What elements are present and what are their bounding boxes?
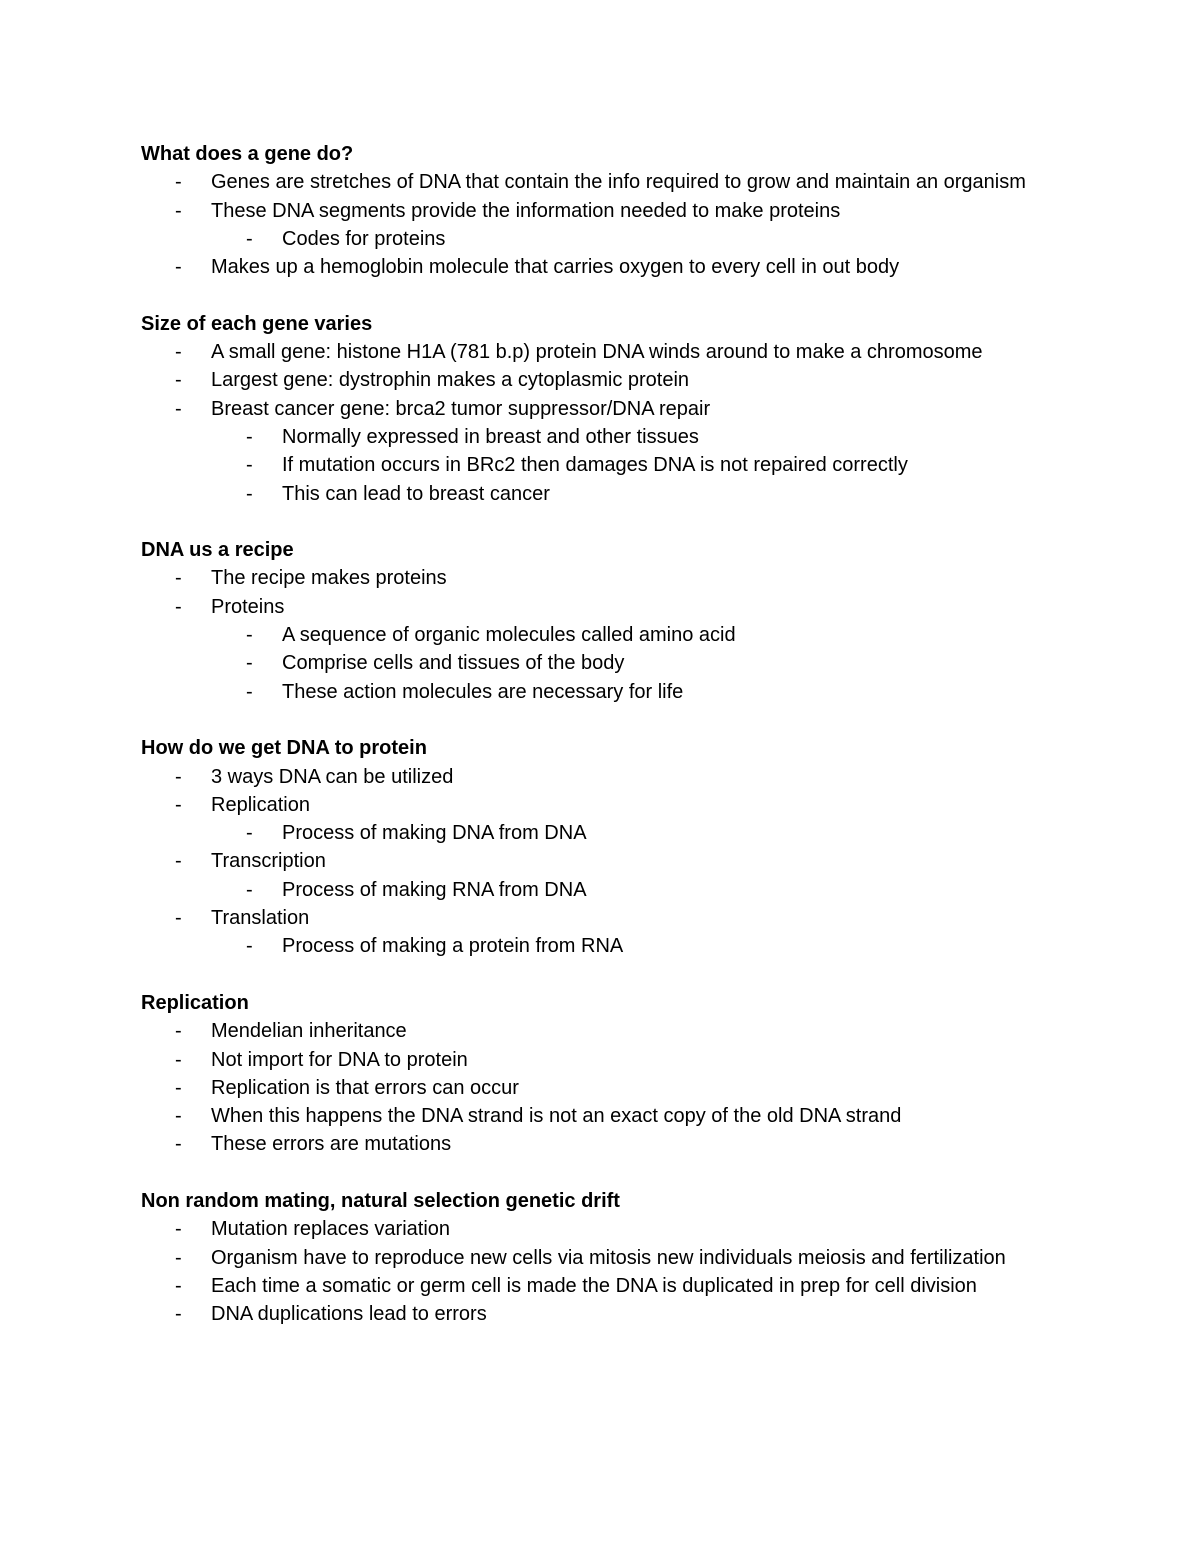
bullet-item [141, 763, 1081, 791]
bullet-text: Codes for proteins [282, 227, 446, 250]
dash-bullet-icon: - [175, 1218, 182, 1241]
bullet-item [141, 847, 1081, 875]
dash-bullet-icon: - [175, 1048, 182, 1071]
bullet-text: If mutation occurs in BRc2 then damages DNA is not repaired correctly [282, 454, 908, 477]
dash-bullet-icon: - [246, 425, 253, 448]
bullet-item [141, 1102, 1081, 1130]
bullet-item [141, 168, 1081, 196]
dash-bullet-icon: - [246, 454, 253, 477]
bullet-text: Translation [211, 907, 310, 930]
bullet-text: Each time a somatic or germ cell is made the DNA is duplicated in prep for cell division [211, 1274, 977, 1297]
dash-bullet-icon: - [175, 765, 182, 788]
bullet-text: 3 ways DNA can be utilized [211, 765, 454, 788]
bullet-text: These DNA segments provide the information needed to make proteins [211, 199, 841, 222]
dash-bullet-icon: - [175, 1105, 182, 1128]
bullet-text: Makes up a hemoglobin molecule that carries oxygen to every cell in out body [211, 256, 900, 279]
bullet-item [141, 1046, 1081, 1074]
bullet-text: Organism have to reproduce new cells via mitosis new individuals meiosis and fertilization [211, 1246, 1006, 1269]
bullet-item [141, 1244, 1081, 1272]
bullet-item [141, 564, 1081, 592]
section-heading: How do we get DNA to protein [141, 737, 427, 760]
section-heading: What does a gene do? [141, 143, 354, 165]
bullet-item [141, 593, 1081, 621]
dash-bullet-icon: - [246, 878, 253, 901]
sub-bullet-item [141, 621, 1081, 649]
sub-bullet-item [141, 678, 1081, 706]
sub-bullet-item [141, 423, 1081, 451]
section [141, 536, 1081, 706]
dash-bullet-icon: - [175, 567, 182, 590]
bullet-text: Normally expressed in breast and other tissues [282, 425, 699, 448]
section-heading: DNA us a recipe [141, 539, 294, 562]
bullet-item [141, 791, 1081, 819]
sub-bullet-item [141, 451, 1081, 479]
dash-bullet-icon: - [175, 1303, 182, 1326]
dash-bullet-icon: - [175, 397, 182, 420]
bullet-text: Breast cancer gene: brca2 tumor suppressor/DNA repair [211, 397, 711, 420]
bullet-text: Process of making RNA from DNA [282, 878, 587, 901]
dash-bullet-icon: - [175, 369, 182, 392]
sub-bullet-item [141, 649, 1081, 677]
section [141, 734, 1081, 960]
dash-bullet-icon: - [246, 227, 253, 250]
dash-bullet-icon: - [175, 1020, 182, 1043]
bullet-text: This can lead to breast cancer [282, 482, 550, 505]
dash-bullet-icon: - [246, 935, 253, 958]
bullet-text: Replication [211, 793, 310, 816]
dash-bullet-icon: - [175, 850, 182, 873]
bullet-text: These errors are mutations [211, 1133, 452, 1156]
dash-bullet-icon: - [175, 1246, 182, 1269]
bullet-text: Process of making DNA from DNA [282, 822, 587, 845]
dash-bullet-icon: - [246, 482, 253, 505]
bullet-item [141, 1300, 1081, 1328]
bullet-item [141, 1074, 1081, 1102]
dash-bullet-icon: - [175, 199, 182, 222]
bullet-text: A small gene: histone H1A (781 b.p) protein DNA winds around to make a chromosome [211, 341, 983, 364]
bullet-text: Comprise cells and tissues of the body [282, 652, 625, 675]
bullet-text: Not import for DNA to protein [211, 1048, 468, 1071]
dash-bullet-icon: - [246, 652, 253, 675]
dash-bullet-icon: - [175, 341, 182, 364]
sub-bullet-item [141, 876, 1081, 904]
dash-bullet-icon: - [175, 595, 182, 618]
bullet-text: Mendelian inheritance [211, 1020, 407, 1043]
section-heading: Size of each gene varies [141, 312, 373, 335]
dash-bullet-icon: - [175, 793, 182, 816]
dash-bullet-icon: - [175, 1133, 182, 1156]
bullet-item [141, 1215, 1081, 1243]
bullet-item [141, 253, 1081, 281]
bullet-text: A sequence of organic molecules called amino acid [282, 624, 736, 647]
sub-bullet-item [141, 225, 1081, 253]
document-body [141, 140, 1081, 1357]
bullet-text: The recipe makes proteins [211, 567, 447, 590]
bullet-item [141, 366, 1081, 394]
bullet-text: Largest gene: dystrophin makes a cytoplasmic protein [211, 369, 690, 392]
bullet-text: Transcription [211, 850, 326, 873]
bullet-item [141, 1017, 1081, 1045]
dash-bullet-icon: - [175, 1076, 182, 1099]
bullet-text: When this happens the DNA strand is not an exact copy of the old DNA strand [211, 1105, 902, 1128]
sub-bullet-item [141, 819, 1081, 847]
section-heading: Replication [141, 991, 249, 1014]
bullet-item [141, 197, 1081, 225]
dash-bullet-icon: - [175, 907, 182, 930]
bullet-item [141, 338, 1081, 366]
bullet-text: Genes are stretches of DNA that contain the info required to grow and maintain an organism [211, 171, 1026, 194]
bullet-item [141, 395, 1081, 423]
dash-bullet-icon: - [175, 1274, 182, 1297]
section [141, 310, 1081, 508]
dash-bullet-icon: - [246, 822, 253, 845]
section-heading: Non random mating, natural selection genetic drift [141, 1189, 620, 1212]
bullet-text: These action molecules are necessary for life [282, 680, 684, 703]
bullet-text: Process of making a protein from RNA [282, 935, 624, 958]
bullet-item [141, 1272, 1081, 1300]
dash-bullet-icon: - [246, 624, 253, 647]
sub-bullet-item [141, 480, 1081, 508]
bullet-text: Proteins [211, 595, 285, 618]
dash-bullet-icon: - [175, 256, 182, 279]
section [141, 140, 1081, 281]
bullet-item [141, 1130, 1081, 1158]
sub-bullet-item [141, 932, 1081, 960]
section [141, 989, 1081, 1159]
bullet-item [141, 904, 1081, 932]
bullet-text: Replication is that errors can occur [211, 1076, 519, 1099]
bullet-text: Mutation replaces variation [211, 1218, 451, 1241]
section [141, 1187, 1081, 1328]
bullet-text: DNA duplications lead to errors [211, 1303, 487, 1326]
dash-bullet-icon: - [175, 171, 182, 194]
dash-bullet-icon: - [246, 680, 253, 703]
